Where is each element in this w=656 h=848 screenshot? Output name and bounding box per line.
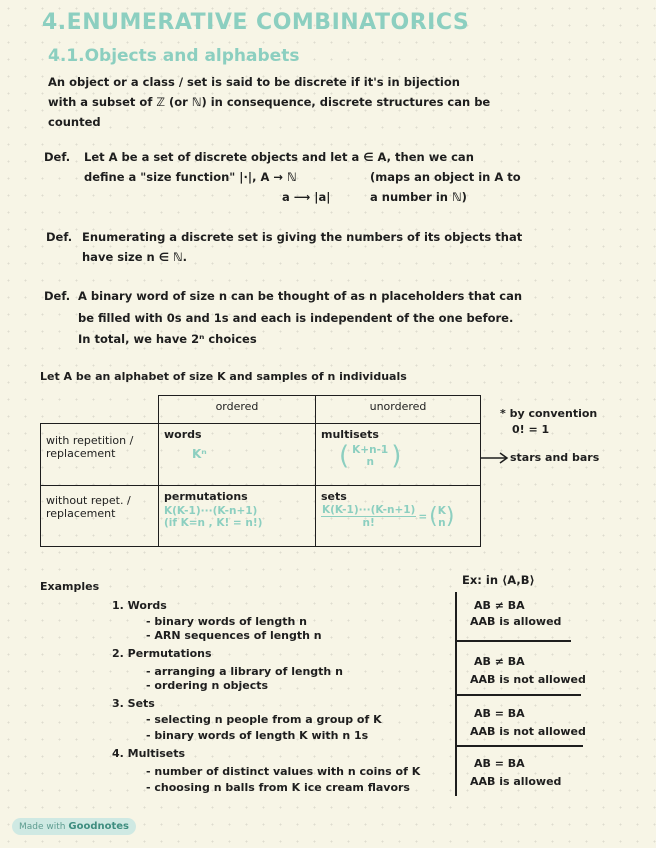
cell-words-title: words	[164, 428, 202, 441]
multisets-binom-top: K+n-1	[352, 444, 389, 456]
sets-binom-bottom: n	[438, 516, 446, 529]
sets-denominator: n!	[362, 517, 375, 529]
cell-multisets-title: multisets	[321, 428, 379, 441]
sets-paren-right: )	[445, 503, 455, 529]
ex-in-divider-1	[455, 640, 571, 642]
ex-box-3-line-2: AAB is not allowed	[470, 725, 586, 738]
intro-line-1: An object or a class / set is said to be discrete if it's in bijection	[48, 75, 460, 89]
ex-box-2-line-2: AAB is not allowed	[470, 673, 586, 686]
arrow-right-icon	[480, 452, 510, 464]
example-2-title: 2. Permutations	[112, 647, 212, 660]
cell-permutations-formula: K(K-1)···(K-n+1)	[164, 505, 258, 517]
convention-note-1: * by convention	[500, 407, 598, 420]
table-corner	[41, 396, 159, 424]
def1-line-1: Let A be a set of discrete objects and let a ∈ A, then we can	[84, 150, 474, 164]
def3-line-2: be filled with 0s and 1s and each is independent of the one before.	[78, 311, 514, 325]
multisets-binomial	[339, 443, 475, 469]
row2-label-line-1: without repet. /	[46, 494, 131, 507]
ex-box-4-line-1: AB = BA	[474, 757, 525, 770]
header-ordered: ordered	[159, 396, 316, 424]
ex-box-4-line-2: AAB is allowed	[470, 775, 562, 788]
example-2-sub-2: - ordering n objects	[146, 679, 269, 692]
ex-in-heading: Ex: in ⟨A,B⟩	[462, 573, 535, 587]
def1-note-1: (maps an object in A to	[370, 170, 521, 184]
combinatorics-table	[40, 395, 480, 547]
def2-line-1: Enumerating a discrete set is giving the numbers of its objects that	[82, 230, 523, 244]
row2-label-line-2: replacement	[46, 507, 116, 520]
intro-line-2: with a subset of ℤ (or ℕ) in consequence, discrete structures can be	[48, 95, 491, 109]
cell-sets	[316, 486, 481, 547]
example-3-sub-2: - binary words of length K with n 1s	[146, 729, 369, 742]
paren-left: (	[339, 441, 350, 471]
row-label-repetition	[41, 424, 159, 486]
goodnotes-badge	[12, 818, 136, 835]
def3-label: Def.	[44, 289, 71, 303]
sets-binom-top: K	[437, 504, 446, 517]
example-1-title: 1. Words	[112, 599, 167, 612]
def2-label: Def.	[46, 230, 73, 244]
ex-in-divider-3	[455, 745, 583, 747]
brand-name: Goodnotes	[68, 821, 129, 832]
def3-line-3: In total, we have 2ⁿ choices	[78, 332, 257, 346]
page-title: 4.ENUMERATIVE COMBINATORICS	[42, 10, 470, 35]
ex-in-divider-2	[455, 694, 581, 696]
cell-permutations-note: (if K=n , K! = n!)	[164, 517, 263, 529]
cell-words-formula: Kⁿ	[192, 447, 207, 461]
def1-label: Def.	[44, 150, 71, 164]
ex-box-1-line-1: AB ≠ BA	[474, 599, 525, 612]
cell-permutations-title: permutations	[164, 490, 248, 503]
def1-line-3: a ⟶ |a|	[282, 190, 331, 204]
row1-label-line-2: replacement	[46, 447, 116, 460]
def3-line-1: A binary word of size n can be thought of as n placeholders that can	[78, 289, 523, 303]
row1-label-line-1: with repetition /	[46, 434, 134, 447]
section-title: 4.1.Objects and alphabets	[48, 46, 300, 66]
row-label-no-repetition	[41, 486, 159, 547]
example-1-sub-1: - binary words of length n	[146, 615, 307, 628]
cell-multisets	[316, 424, 481, 486]
sets-numerator: K(K-1)···(K-n+1)	[322, 504, 416, 516]
intro-line-3: counted	[48, 115, 101, 129]
cell-words	[159, 424, 316, 486]
alphabet-line: Let A be an alphabet of size K and samples of n individuals	[40, 370, 407, 383]
def1-note-2: a number in ℕ)	[370, 190, 467, 204]
cell-permutations	[159, 486, 316, 547]
example-4-title: 4. Multisets	[112, 747, 186, 760]
sets-paren-left: (	[429, 503, 438, 529]
examples-heading: Examples	[40, 580, 100, 593]
ex-box-2-line-1: AB ≠ BA	[474, 655, 525, 668]
ex-box-1-line-2: AAB is allowed	[470, 615, 562, 628]
example-3-title: 3. Sets	[112, 697, 155, 710]
sets-equals: =	[418, 510, 428, 523]
ex-box-3-line-1: AB = BA	[474, 707, 525, 720]
example-4-sub-2: - choosing n balls from K ice cream flavors	[146, 781, 410, 794]
cell-sets-title: sets	[321, 490, 347, 503]
example-3-sub-1: - selecting n people from a group of K	[146, 713, 382, 726]
header-unordered: unordered	[316, 396, 481, 424]
stars-and-bars-note: stars and bars	[510, 451, 600, 464]
convention-note-2: 0! = 1	[512, 423, 550, 436]
example-2-sub-1: - arranging a library of length n	[146, 665, 343, 678]
multisets-binom-bottom: n	[366, 456, 374, 468]
def2-line-2: have size n ∈ ℕ.	[82, 250, 188, 264]
example-1-sub-2: - ARN sequences of length n	[146, 629, 322, 642]
brand-prefix: Made with	[19, 822, 66, 832]
def1-line-2: define a "size function" |·|, A → ℕ	[84, 170, 297, 184]
paren-right: )	[391, 441, 402, 471]
sets-formula	[321, 504, 475, 529]
example-4-sub-1: - number of distinct values with n coins of K	[146, 765, 421, 778]
